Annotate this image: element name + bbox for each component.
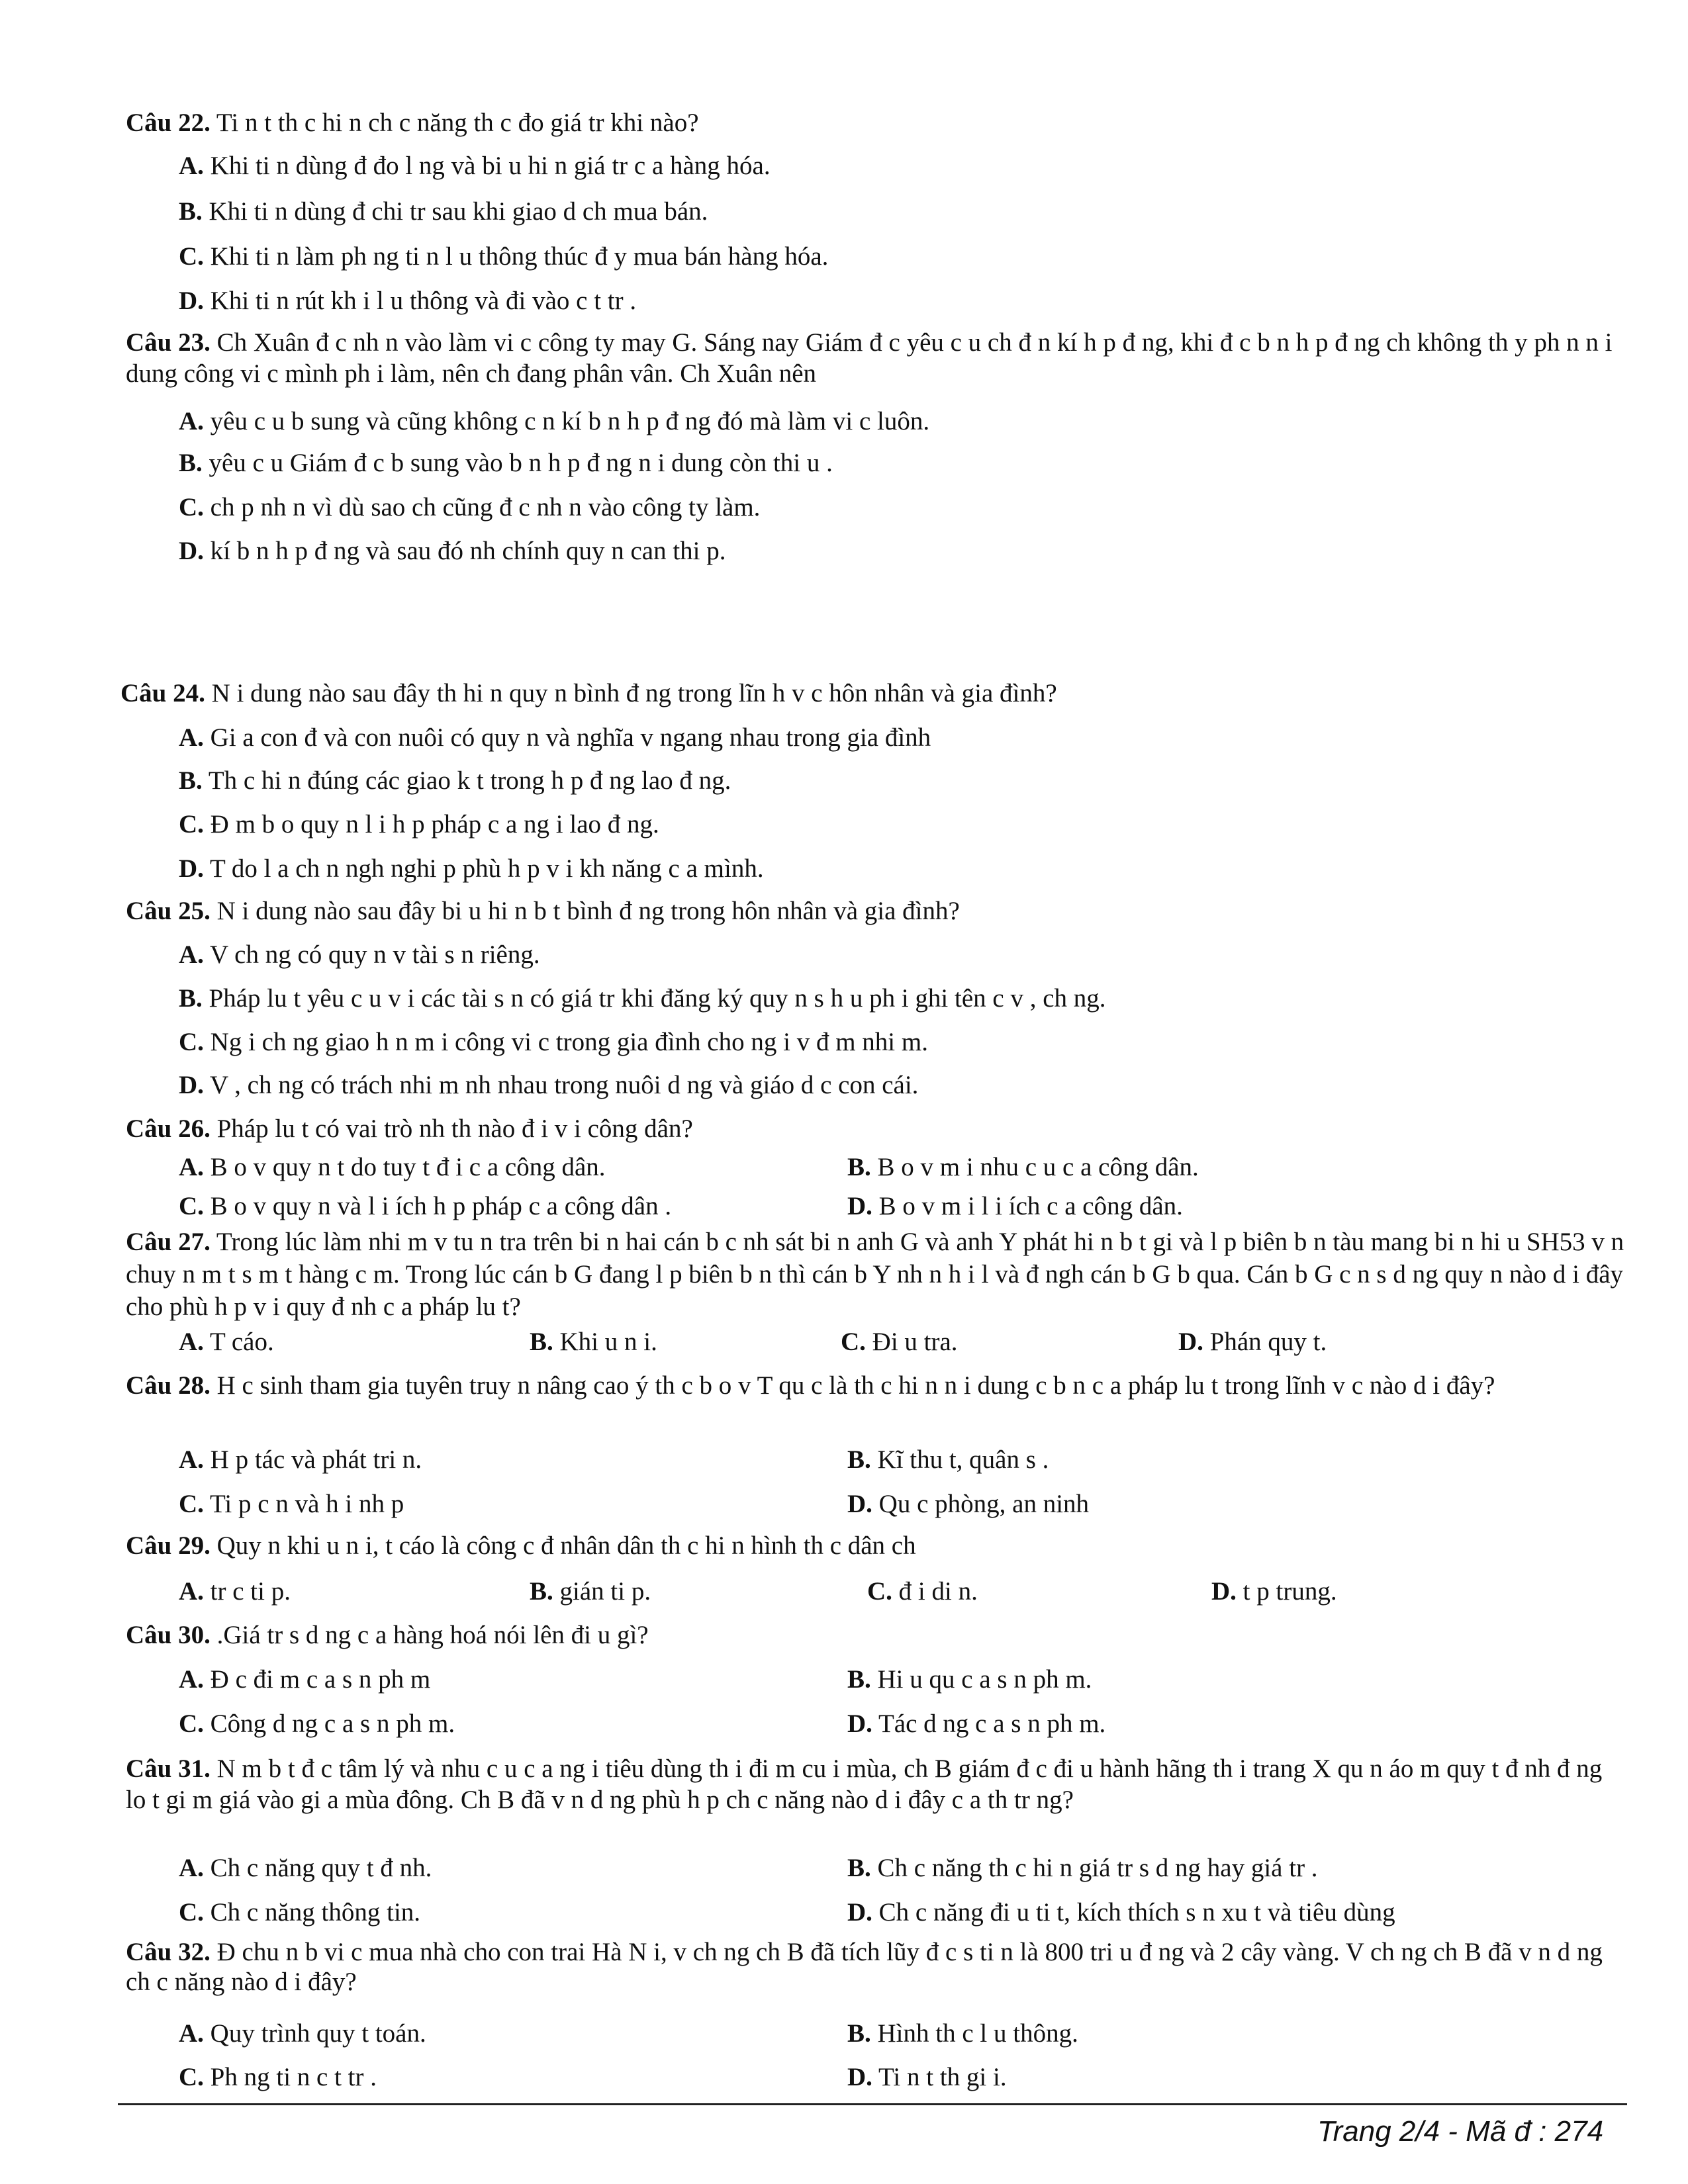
option-d[interactable]: D. Tác d ng c a s n ph m. [847, 1709, 1106, 1738]
option-d[interactable]: D. T do l a ch n ngh nghi p phù h p v i kh năng c a mình. [179, 854, 764, 883]
question-number: Câu 26. [126, 1115, 211, 1143]
question-24 [120, 678, 1623, 709]
question-23 [126, 328, 1628, 390]
question-number: Câu 29. [126, 1531, 211, 1560]
question-number: Câu 23. [126, 328, 211, 357]
question-31 [126, 1754, 1628, 1816]
question-stem: Trong lúc làm nhi m v tu n tra trên bi n hai cán b c nh sát bi n anh G và anh Y phát hi n b t gi và l p biên b n tàu mang bi n hi u SH53 v n chuy n m t s m t hàng c m. Trong lúc cán b G đang l p biên b n thì cán b Y nh n h i l và đ ngh cán b G b qua. Cán b G c n s d ng quy n nào d i đây cho phù h p v i quy đ nh c a pháp lu t? [126, 1228, 1624, 1321]
question-stem: Pháp lu t có vai trò nh th nào đ i v i công dân? [210, 1115, 693, 1143]
option-d[interactable]: D. Qu c phòng, an ninh [847, 1490, 1090, 1518]
footer-divider [118, 2103, 1627, 2105]
option-b[interactable]: B. yêu c u Giám đ c b sung vào b n h p đ ng n i dung còn thi u . [179, 449, 833, 477]
option-c[interactable]: C. Đ m b o quy n l i h p pháp c a ng i lao đ ng. [179, 810, 659, 839]
question-25 [126, 896, 1628, 927]
option-c[interactable]: C. Ng i ch ng giao h n m i công vi c trong gia đình cho ng i v đ m nhi m. [179, 1028, 928, 1056]
question-stem: N m b t đ c tâm lý và nhu c u c a ng i tiêu dùng th i đi m cu i mùa, ch B giám đ c đi u hành hãng th i trang X qu n áo m quy t đ nh đ ng lo t gi m giá vào gi a mùa đông. Ch B đã v n d ng phù h p ch c năng nào d i đây c a th tr ng? [126, 1754, 1603, 1814]
question-22 [126, 108, 1628, 139]
question-number: Câu 24. [120, 679, 205, 707]
option-b[interactable]: B. Hình th c l u thông. [847, 2019, 1078, 2048]
option-c[interactable]: C. Đi u tra. [841, 1328, 958, 1356]
option-d[interactable]: D. Phán quy t. [1178, 1328, 1327, 1356]
question-number: Câu 30. [126, 1621, 211, 1649]
option-a[interactable]: A. Ch c năng quy t đ nh. [179, 1854, 432, 1882]
option-a[interactable]: A. Khi ti n dùng đ đo l ng và bi u hi n giá tr c a hàng hóa. [179, 152, 771, 180]
page-footer: Trang 2/4 - Mã đ : 274 [1317, 2115, 1604, 2148]
option-b[interactable]: B. Hi u qu c a s n ph m. [847, 1665, 1092, 1694]
option-a[interactable]: A. Đ c đi m c a s n ph m [179, 1665, 431, 1694]
option-a[interactable]: A. tr c ti p. [179, 1577, 291, 1606]
option-a[interactable]: A. B o v quy n t do tuy t đ i c a công dân. [179, 1153, 606, 1181]
question-stem: H c sinh tham gia tuyên truy n nâng cao ý th c b o v T qu c là th c hi n n i dung c b n c a pháp lu t trong lĩnh v c nào d i đây? [210, 1371, 1495, 1400]
option-c[interactable]: C. đ i di n. [867, 1577, 978, 1606]
option-c[interactable]: C. Khi ti n làm ph ng ti n l u thông thúc đ y mua bán hàng hóa. [179, 242, 829, 271]
option-d[interactable]: D. Ch c năng đi u ti t, kích thích s n xu t và tiêu dùng [847, 1898, 1395, 1927]
question-number: Câu 22. [126, 109, 211, 137]
question-stem: N i dung nào sau đây th hi n quy n bình đ ng trong lĩn h v c hôn nhân và gia đình? [205, 679, 1057, 707]
question-27 [126, 1226, 1628, 1323]
option-d[interactable]: D. Ti n t th gi i. [847, 2063, 1007, 2091]
option-a[interactable]: A. Quy trình quy t toán. [179, 2019, 426, 2048]
question-number: Câu 28. [126, 1371, 211, 1400]
option-b[interactable]: B. Ch c năng th c hi n giá tr s d ng hay giá tr . [847, 1854, 1318, 1882]
option-b[interactable]: B. Khi u n i. [530, 1328, 657, 1356]
option-a[interactable]: A. T cáo. [179, 1328, 274, 1356]
option-b[interactable]: B. Khi ti n dùng đ chi tr sau khi giao d ch mua bán. [179, 197, 708, 226]
option-d[interactable]: D. Khi ti n rút kh i l u thông và đi vào c t tr . [179, 287, 637, 315]
question-26 [126, 1114, 1628, 1145]
question-number: Câu 32. [126, 1938, 211, 1966]
option-c[interactable]: C. Ti p c n và h i nh p [179, 1490, 404, 1518]
option-b[interactable]: B. Th c hi n đúng các giao k t trong h p đ ng lao đ ng. [179, 766, 731, 795]
option-d[interactable]: D. V , ch ng có trách nhi m nh nhau trong nuôi d ng và giáo d c con cái. [179, 1071, 919, 1099]
option-c[interactable]: C. Ch c năng thông tin. [179, 1898, 421, 1927]
question-28 [126, 1371, 1628, 1401]
question-32 [126, 1938, 1628, 1997]
option-d[interactable]: D. B o v m i l i ích c a công dân. [847, 1192, 1183, 1220]
question-stem: N i dung nào sau đây bi u hi n b t bình đ ng trong hôn nhân và gia đình? [210, 897, 960, 925]
option-c[interactable]: C. ch p nh n vì dù sao ch cũng đ c nh n vào công ty làm. [179, 493, 761, 522]
option-d[interactable]: D. kí b n h p đ ng và sau đó nh chính quy n can thi p. [179, 537, 726, 565]
option-c[interactable]: C. Ph ng ti n c t tr . [179, 2063, 377, 2091]
question-stem: Ti n t th c hi n ch c năng th c đo giá tr khi nào? [210, 109, 699, 137]
question-number: Câu 25. [126, 897, 211, 925]
question-number: Câu 31. [126, 1754, 211, 1783]
option-b[interactable]: B. Kĩ thu t, quân s . [847, 1445, 1049, 1474]
question-number: Câu 27. [126, 1228, 211, 1256]
question-29 [126, 1531, 1628, 1562]
option-a[interactable]: A. H p tác và phát tri n. [179, 1445, 422, 1474]
question-stem: Ch Xuân đ c nh n vào làm vi c công ty may G. Sáng nay Giám đ c yêu c u ch đ n kí h p đ ng, khi đ c b n h p đ ng ch không th y ph n n i dung công vi c mình ph i làm, nên ch đang phân vân. Ch Xuân nên [126, 328, 1613, 388]
question-stem: Đ chu n b vi c mua nhà cho con trai Hà N i, v ch ng ch B đã tích lũy đ c s ti n là 800 tri u đ ng và 2 cây vàng. V ch ng ch B đã v n d ng ch c năng nào d i đây? [126, 1938, 1603, 1996]
option-c[interactable]: C. Công d ng c a s n ph m. [179, 1709, 455, 1738]
option-a[interactable]: A. Gi a con đ và con nuôi có quy n và nghĩa v ngang nhau trong gia đình [179, 723, 931, 752]
question-stem: .Giá tr s d ng c a hàng hoá nói lên đi u gì? [210, 1621, 649, 1649]
option-a[interactable]: A. yêu c u b sung và cũng không c n kí b n h p đ ng đó mà làm vi c luôn. [179, 407, 930, 435]
option-b[interactable]: B. B o v m i nhu c u c a công dân. [847, 1153, 1199, 1181]
option-b[interactable]: B. gián ti p. [530, 1577, 651, 1606]
option-c[interactable]: C. B o v quy n và l i ích h p pháp c a công dân . [179, 1192, 672, 1220]
question-stem: Quy n khi u n i, t cáo là công c đ nhân dân th c hi n hình th c dân ch [210, 1531, 916, 1560]
option-b[interactable]: B. Pháp lu t yêu c u v i các tài s n có giá tr khi đăng ký quy n s h u ph i ghi tên c v , ch ng. [179, 984, 1106, 1013]
option-a[interactable]: A. V ch ng có quy n v tài s n riêng. [179, 940, 540, 969]
question-30 [126, 1620, 1628, 1651]
option-d[interactable]: D. t p trung. [1211, 1577, 1337, 1606]
